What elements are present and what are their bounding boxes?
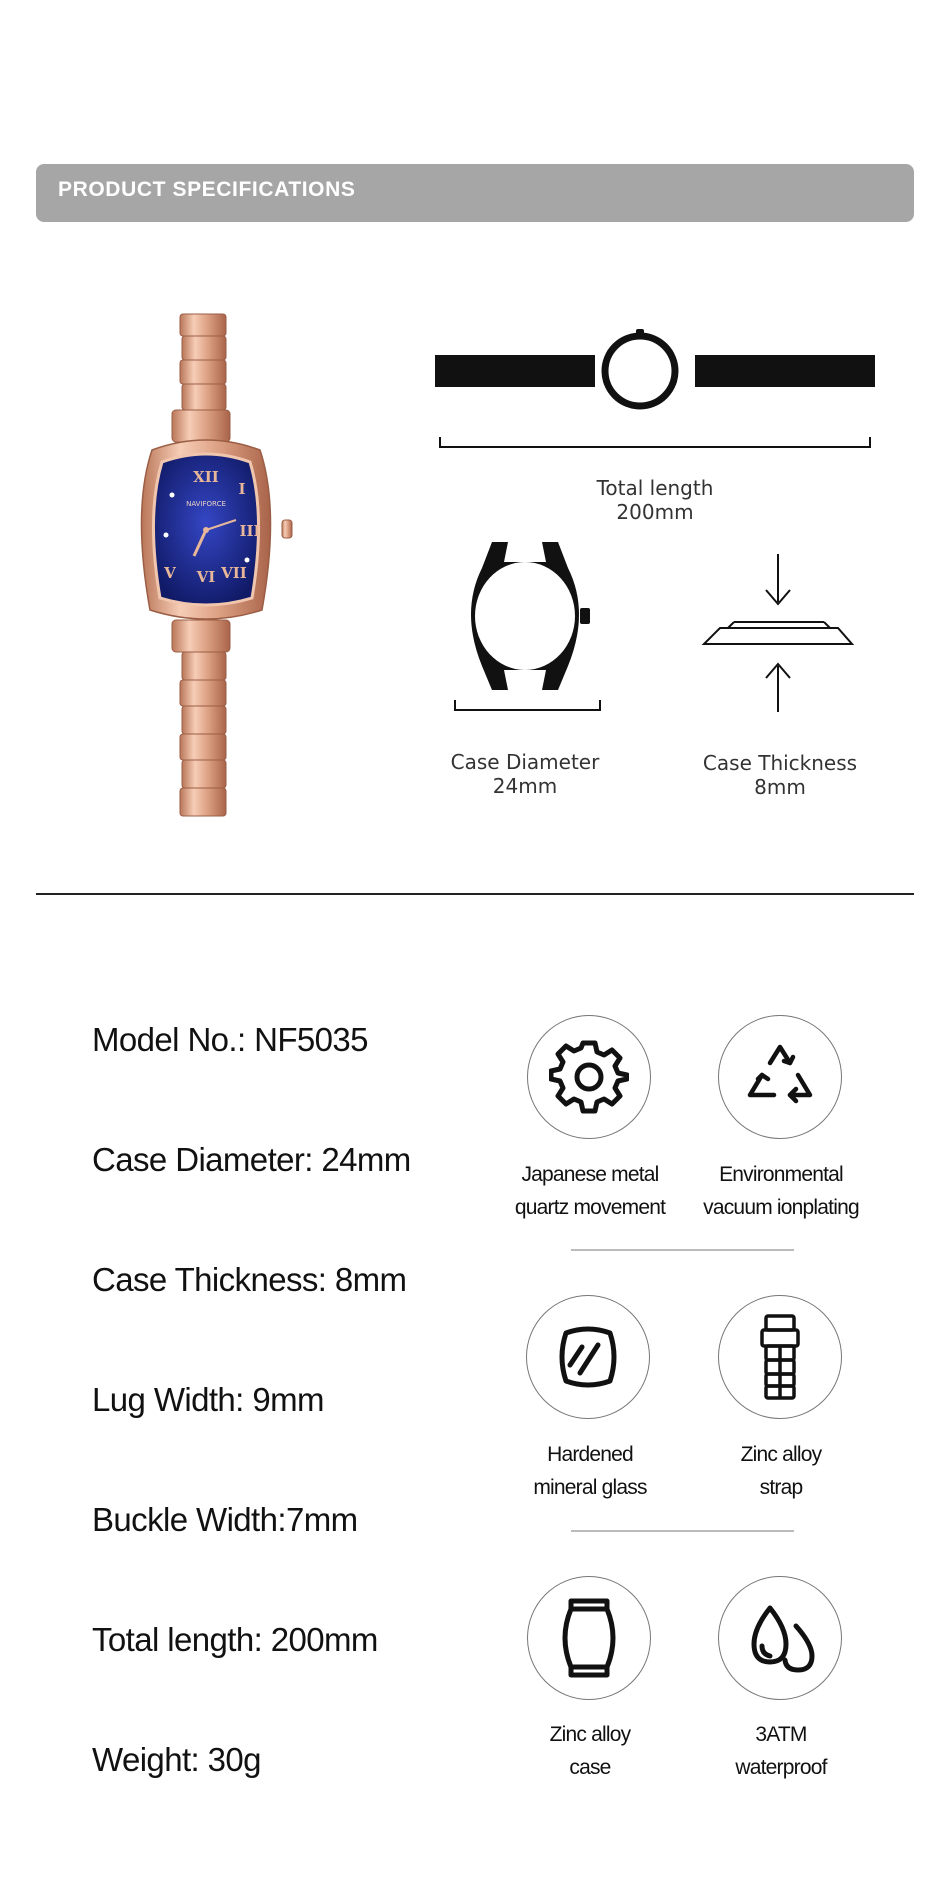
strap-icon: [740, 1312, 820, 1402]
spec-case-diameter: Case Diameter: 24mm: [92, 1141, 411, 1178]
svg-text:V: V: [164, 564, 176, 582]
feature-circle-strap: [718, 1295, 842, 1419]
spec-lug-width: Lug Width: 9mm: [92, 1381, 324, 1418]
watch-product-image: [110, 310, 310, 822]
feature-ionplating-line1: Environmental: [719, 1163, 843, 1186]
page-title: PRODUCT SPECIFICATIONS: [58, 178, 356, 201]
svg-text:III: III: [239, 522, 261, 540]
feature-movement-line2: quartz movement: [514, 1196, 666, 1219]
case-diameter-value: 24mm: [492, 774, 558, 798]
feature-circle-movement: [527, 1015, 651, 1139]
svg-text:NAVIFORCE: NAVIFORCE: [186, 500, 226, 508]
spec-model-no: Model No.: NF5035: [92, 1021, 368, 1058]
feature-circle-glass: [526, 1295, 650, 1419]
feature-circle-waterproof: [718, 1576, 842, 1700]
feature-movement-line1: Japanese metal: [521, 1163, 659, 1186]
water-drop-icon: [740, 1598, 820, 1678]
total-length-text: Total length: [596, 476, 714, 500]
svg-text:VI: VI: [196, 568, 216, 586]
case-thickness-diagram: [700, 552, 860, 717]
total-length-label: [560, 476, 750, 524]
feature-strap-line2: strap: [759, 1476, 803, 1499]
case-diameter-diagram: [450, 532, 610, 717]
case-thickness-label: [685, 751, 875, 799]
feature-separator: [571, 1530, 794, 1532]
case-icon: [549, 1593, 629, 1683]
feature-circle-case: [527, 1576, 651, 1700]
feature-waterproof-line1: 3ATM: [755, 1723, 807, 1746]
feature-label-waterproof: [681, 1718, 881, 1784]
svg-text:VII: VII: [221, 564, 247, 582]
recycle-icon: [740, 1037, 820, 1117]
spec-total-length: Total length: 200mm: [92, 1621, 378, 1658]
feature-waterproof-line2: waterproof: [735, 1756, 827, 1779]
feature-glass-line2: mineral glass: [533, 1476, 647, 1499]
feature-circle-ionplating: [718, 1015, 842, 1139]
feature-label-movement: [490, 1158, 690, 1224]
spec-buckle-width: Buckle Width:7mm: [92, 1501, 358, 1538]
case-thickness-value: 8mm: [754, 775, 806, 799]
feature-strap-line1: Zinc alloy: [740, 1443, 822, 1466]
case-diameter-label: [430, 750, 620, 798]
gear-icon: [549, 1037, 629, 1117]
case-diameter-text: Case Diameter: [450, 750, 600, 774]
feature-separator: [571, 1249, 794, 1251]
total-length-diagram: [430, 325, 880, 465]
glass-icon: [548, 1317, 628, 1397]
feature-glass-line1: Hardened: [547, 1443, 633, 1466]
feature-label-glass: [490, 1438, 690, 1504]
feature-case-line2: case: [569, 1756, 611, 1779]
svg-text:I: I: [238, 480, 246, 498]
feature-ionplating-line2: vacuum ionplating: [703, 1196, 859, 1219]
spec-weight: Weight: 30g: [92, 1741, 261, 1778]
feature-case-line1: Zinc alloy: [549, 1723, 631, 1746]
case-thickness-text: Case Thickness: [702, 751, 858, 775]
feature-label-ionplating: [681, 1158, 881, 1224]
svg-text:XII: XII: [193, 468, 219, 486]
spec-case-thickness: Case Thickness: 8mm: [92, 1261, 407, 1298]
feature-label-strap: [681, 1438, 881, 1504]
total-length-value: 200mm: [616, 500, 694, 524]
feature-label-case: [490, 1718, 690, 1784]
section-divider: [36, 893, 914, 895]
